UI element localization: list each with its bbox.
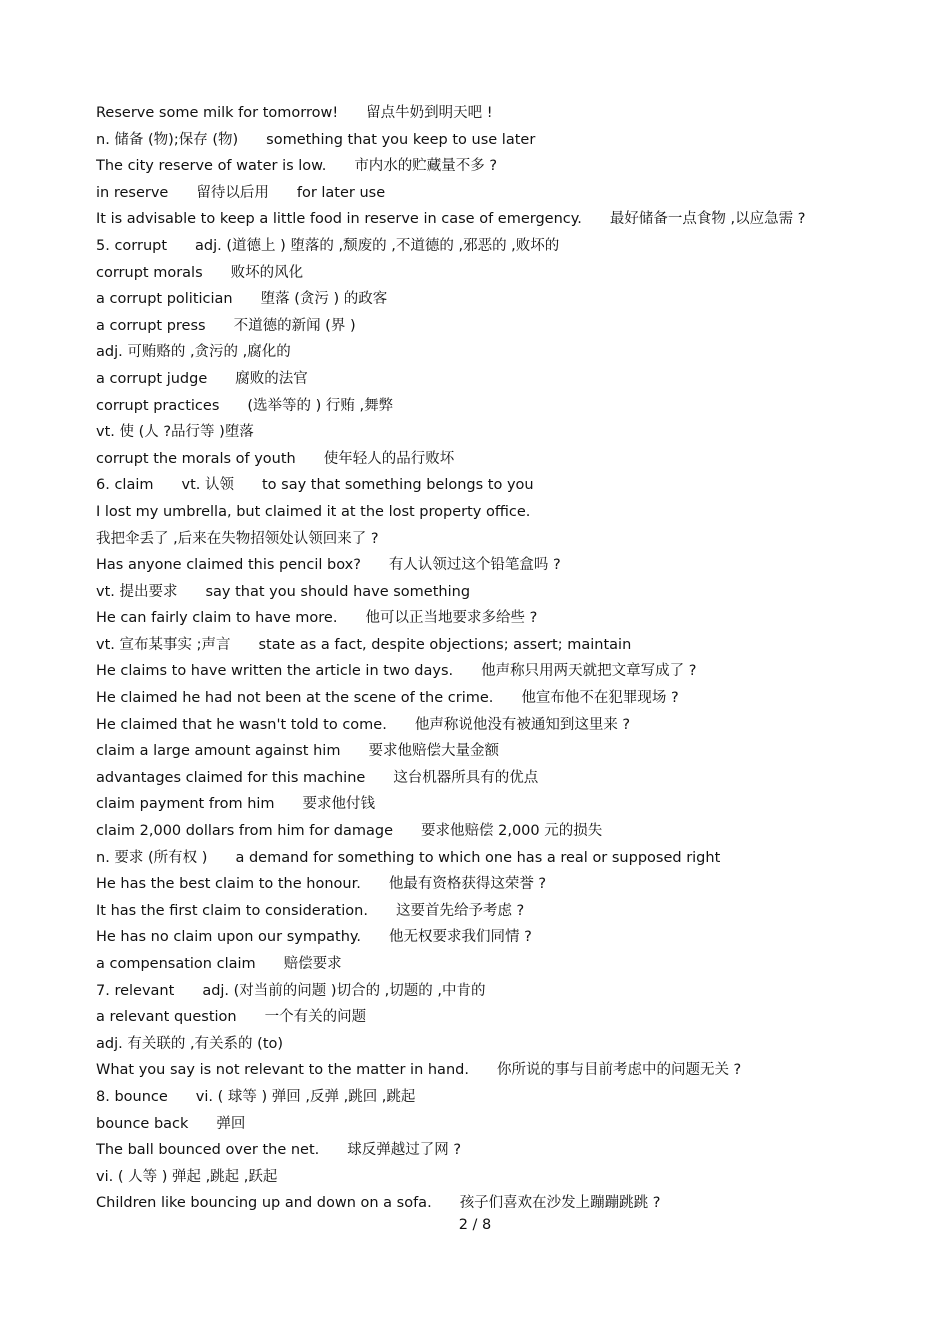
line-segment: vt. 提出要求: [96, 583, 178, 600]
line-segment: The ball bounced over the net.: [96, 1142, 320, 1159]
line-segment: What you say is not relevant to the matter in hand.: [96, 1062, 469, 1079]
line-segment: 有人认领过这个铅笔盒吗 ?: [388, 557, 561, 574]
line-segment: 我把伞丢了 ,后来在失物招领处认领回来了 ?: [96, 530, 379, 547]
line-segment: Children like bouncing up and down on a sofa.: [96, 1195, 432, 1212]
line-segment: a demand for something to which one has a real or supposed right: [235, 849, 721, 866]
line-segment: 他声称只用两天就把文章写成了 ?: [481, 663, 697, 680]
text-line: [96, 899, 896, 926]
text-line: [96, 314, 896, 341]
text-line: [96, 872, 896, 899]
text-line: [96, 473, 896, 500]
text-line: [96, 394, 896, 421]
line-segment: 你所说的事与目前考虑中的问题无关 ?: [496, 1062, 742, 1079]
line-segment: vt. 使 (人 ?品行等 )堕落: [96, 424, 254, 441]
text-line: [96, 606, 896, 633]
text-line: [96, 234, 896, 261]
line-segment: vi. ( 人等 ) 弹起 ,跳起 ,跃起: [96, 1168, 278, 1185]
line-segment: 他可以正当地要求多给些 ?: [365, 610, 538, 627]
line-segment: claim 2,000 dollars from him for damage: [96, 823, 393, 840]
line-segment: He claimed he had not been at the scene of the crime.: [96, 690, 494, 707]
line-segment: 他宣布他不在犯罪现场 ?: [521, 690, 679, 707]
text-line: [96, 713, 896, 740]
text-line: [96, 207, 896, 234]
line-segment: Has anyone claimed this pencil box?: [96, 557, 361, 574]
line-segment: claim a large amount against him: [96, 743, 341, 760]
line-segment: claim payment from him: [96, 796, 275, 813]
line-segment: 这要首先给予考虑 ?: [395, 902, 525, 919]
line-segment: adj. (道德上 ) 堕落的 ,颓废的 ,不道德的 ,邪恶的 ,败坏的: [195, 237, 560, 254]
line-segment: state as a fact, despite objections; assert; maintain: [258, 636, 632, 653]
text-line: [96, 128, 896, 155]
line-segment: He can fairly claim to have more.: [96, 610, 338, 627]
text-line: [96, 101, 896, 128]
line-segment: bounce back: [96, 1115, 189, 1132]
line-segment: a corrupt judge: [96, 370, 208, 387]
line-segment: 要求他赔偿 2,000 元的损失: [421, 823, 603, 840]
text-line: [96, 659, 896, 686]
text-line: [96, 447, 896, 474]
text-line: [96, 500, 896, 527]
line-segment: 5. corrupt: [96, 237, 168, 254]
line-segment: (选举等的 ) 行贿 ,舞弊: [247, 397, 394, 414]
line-segment: 7. relevant: [96, 982, 175, 999]
line-segment: 腐败的法官: [235, 370, 308, 387]
line-segment: 堕落 (贪污 ) 的政客: [260, 291, 388, 308]
line-segment: say that you should have something: [205, 583, 471, 600]
line-segment: He has no claim upon our sympathy.: [96, 929, 362, 946]
line-segment: It is advisable to keep a little food in reserve in case of emergency.: [96, 211, 582, 228]
line-segment: advantages claimed for this machine: [96, 769, 366, 786]
text-line: [96, 925, 896, 952]
text-line: [96, 792, 896, 819]
line-segment: The city reserve of water is low.: [96, 158, 327, 175]
line-segment: adj. (对当前的问题 )切合的 ,切题的 ,中肯的: [202, 982, 486, 999]
text-line: [96, 819, 896, 846]
text-line: [96, 1138, 896, 1165]
text-line: [96, 527, 896, 554]
line-segment: 一个有关的问题: [264, 1009, 367, 1026]
text-line: [96, 952, 896, 979]
line-segment: a corrupt politician: [96, 291, 233, 308]
line-segment: 留点牛奶到明天吧 !: [366, 105, 493, 121]
text-line: [96, 633, 896, 660]
line-segment: 这台机器所具有的优点: [393, 769, 539, 786]
line-segment: 6. claim: [96, 477, 154, 494]
page-number: 2 / 8: [458, 1217, 492, 1233]
text-line: [96, 846, 896, 873]
text-line: [96, 1032, 896, 1059]
line-segment: 市内水的贮藏量不多 ?: [354, 158, 498, 175]
line-segment: a compensation claim: [96, 956, 256, 972]
line-segment: 球反弹越过了网 ?: [347, 1142, 462, 1159]
line-segment: He claims to have written the article in two days.: [96, 663, 454, 680]
line-segment: 弹回: [216, 1115, 246, 1132]
text-line: [96, 739, 896, 766]
text-line: [96, 420, 896, 447]
text-line: [96, 1005, 896, 1032]
text-line: [96, 979, 896, 1006]
text-line: [96, 580, 896, 607]
line-segment: vt. 认领: [181, 477, 234, 494]
line-segment: He claimed that he wasn't told to come.: [96, 716, 387, 733]
line-segment: 他最有资格获得这荣誉 ?: [388, 876, 547, 893]
line-segment: n. 储备 (物);保存 (物): [96, 131, 239, 148]
line-segment: in reserve: [96, 184, 169, 201]
line-segment: to say that something belongs to you: [261, 477, 534, 494]
text-line: [96, 261, 896, 288]
text-line: [96, 181, 896, 208]
text-line: [96, 154, 896, 181]
line-segment: 赔偿要求: [283, 956, 342, 972]
line-segment: I lost my umbrella, but claimed it at the lost property office.: [96, 503, 531, 520]
text-line: [96, 1085, 896, 1112]
line-segment: He has the best claim to the honour.: [96, 876, 361, 893]
line-segment: vt. 宣布某事实 ;声言: [96, 636, 231, 653]
line-segment: a relevant question: [96, 1009, 237, 1026]
text-line: [96, 287, 896, 314]
line-segment: something that you keep to use later: [266, 131, 536, 148]
line-segment: vi. ( 球等 ) 弹回 ,反弹 ,跳回 ,跳起: [195, 1088, 416, 1105]
line-segment: Reserve some milk for tomorrow!: [96, 105, 339, 121]
text-line: [96, 1191, 896, 1218]
text-line: [96, 766, 896, 793]
line-segment: for later use: [296, 184, 386, 201]
line-segment: corrupt practices: [96, 397, 220, 414]
line-segment: adj. 有关联的 ,有关系的 (to): [96, 1035, 284, 1052]
line-segment: 他声称说他没有被通知到这里来 ?: [414, 716, 631, 733]
line-segment: n. 要求 (所有权 ): [96, 849, 208, 866]
line-segment: 败坏的风化: [230, 264, 304, 281]
line-segment: a corrupt press: [96, 317, 206, 334]
text-line: [96, 367, 896, 394]
text-line: [96, 686, 896, 713]
line-segment: 留待以后用: [196, 184, 269, 201]
line-segment: corrupt the morals of youth: [96, 450, 296, 467]
line-segment: corrupt morals: [96, 264, 203, 281]
line-segment: It has the first claim to consideration.: [96, 902, 368, 919]
text-line: [96, 1165, 896, 1192]
line-segment: 孩子们喜欢在沙发上蹦蹦跳跳 ?: [459, 1195, 661, 1212]
line-segment: 使年轻人的品行败坏: [323, 450, 455, 467]
text-line: [96, 340, 896, 367]
line-segment: adj. 可贿赂的 ,贪污的 ,腐化的: [96, 344, 291, 361]
line-segment: 要求他付钱: [302, 796, 376, 813]
line-segment: 8. bounce: [96, 1088, 168, 1105]
line-segment: 他无权要求我们同情 ?: [389, 929, 532, 946]
line-segment: 要求他赔偿大量金额: [368, 743, 499, 760]
line-segment: 不道德的新闻 (界 ): [233, 317, 356, 334]
text-line: [96, 553, 896, 580]
text-line: [96, 1112, 896, 1139]
text-body: [96, 101, 896, 1218]
line-segment: 最好储备一点食物 ,以应急需 ?: [609, 211, 806, 228]
text-line: [96, 1058, 896, 1085]
